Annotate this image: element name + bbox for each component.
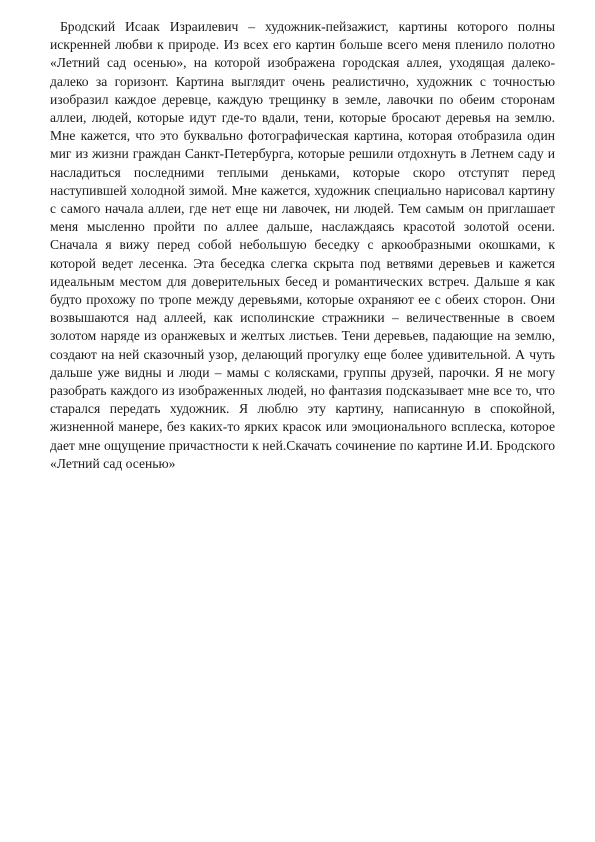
- essay-text: Бродский Исаак Израилевич – художник-пейзажист, картины которого полны искренней любви к природе. Из всех его картин больше всего меня пленило полотно «Летний сад осенью», на которой изображена городская аллея, уходящая далеко-далеко за горизонт. Картина выглядит очень реалистично, художник с точностью изобразил каждое деревце, каждую трещинку в земле, лавочки по обеим сторонам аллеи, людей, которые идут где-то вдали, тени, которые бросают деревья на землю. Мне кажется, что это буквально фотографическая картина, которая отобразила один миг из жизни граждан Санкт-Петербурга, которые решили отдохнуть в Летнем саду и насладиться последними теплыми деньками, которые скоро отступят перед наступившей холодной зимой. Мне кажется, художник специально нарисовал картину с самого начала аллеи, где нет еще ни лавочек, ни людей. Тем самым он приглашает меня мысленно пройти по аллее дальше, наслаждаясь красотой золотой осени. Сначала я вижу перед собой небольшую беседку с аркообразными окошками, к которой ведет лесенка. Эта беседка слегка скрыта под ветвями деревьев и кажется идеальным местом для доверительных бесед и романтических встреч. Дальше я как будто прохожу по тропе между деревьями, которые охраняют ее с обеих сторон. Они возвышаются над аллеей, как исполинские стражники – величественные в своем золотом наряде из оранжевых и желтых листьев. Тени деревьев, падающие на землю, создают на ней сказочный узор, делающий прогулку еще более удивительной. А чуть дальше уже видны и люди – мамы с колясками, группы друзей, парочки. Я не могу разобрать каждого из изображенных людей, но фантазия подсказывает мне все то, что старался передать художник. Я люблю эту картину, написанную в спокойной, жизненной манере, без каких-то ярких красок или эмоционального всплеска, которое дает мне ощущение причастности к ней.Скачать сочинение по картине И.И. Бродского «Летний сад осенью»: [50, 19, 555, 471]
